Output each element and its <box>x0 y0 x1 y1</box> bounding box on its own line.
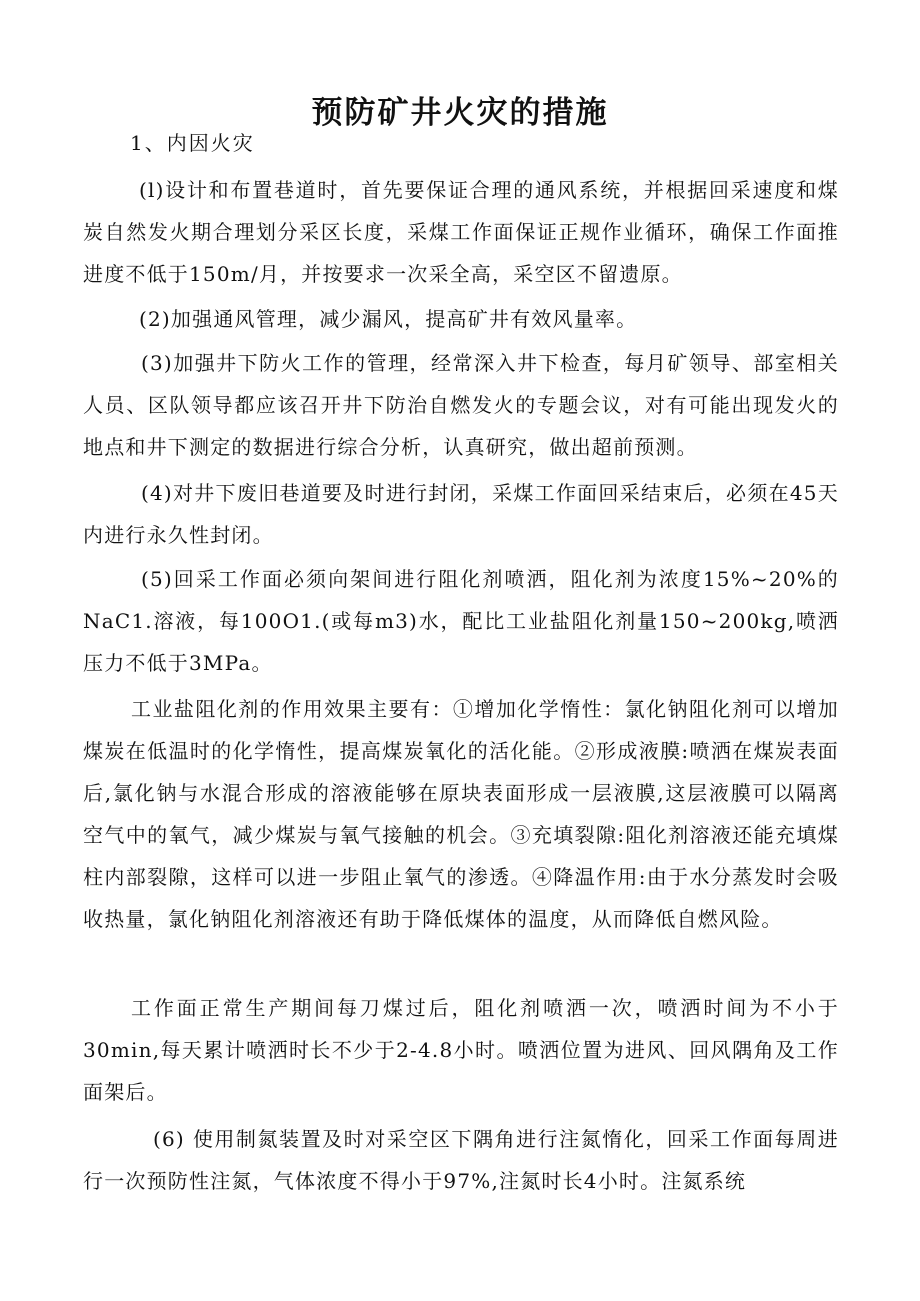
paragraph-4: (4)对井下废旧巷道要及时进行封闭，采煤工作面回采结束后，必须在45天内进行永久性封闭。 <box>83 481 839 547</box>
paragraph-7: 工作面正常生产期间每刀煤过后，阻化剂喷洒一次，喷洒时间为不小于30min,每天累计喷洒时长不少于2-4.8小时。喷洒位置为进风、回风隅角及工作面架后。 <box>83 996 839 1104</box>
paragraph-2: (2)加强通风管理，减少漏风，提高矿井有效风量率。 <box>139 307 638 331</box>
paragraph-8: (6) 使用制氮装置及时对采空区下隅角进行注氮惰化，回采工作面每周进行一次预防性注氮，气体浓度不得小于97%,注氮时长4小时。注氮系统 <box>83 1127 839 1193</box>
paragraph-5: (5)回采工作面必须向架间进行阻化剂喷洒，阻化剂为浓度15%~20%的NaC1.溶液，每100O1.(或每m3)水，配比工业盐阻化剂量150~200kg,喷洒压力不低于3MPa。 <box>83 567 839 675</box>
section-heading: 1、内因火灾 <box>130 131 255 155</box>
document-title: 预防矿井火灾的措施 <box>311 94 609 131</box>
paragraph-3: (3)加强井下防火工作的管理，经常深入井下检查，每月矿领导、部室相关人员、区队领导都应该召开井下防治自燃发火的专题会议，对有可能出现发火的地点和井下测定的数据进行综合分析，认真研究，做出超前预测。 <box>83 351 839 459</box>
paragraph-6: 工业盐阻化剂的作用效果主要有：①增加化学惰性：氯化钠阻化剂可以增加煤炭在低温时的化学惰性，提高煤炭氧化的活化能。②形成液膜:喷洒在煤炭表面后,氯化钠与水混合形成的溶液能够在原块表面形成一层液膜,这层液膜可以隔离空气中的氧气，减少煤炭与氧气接触的机会。③充填裂隙:阻化剂溶液还能充填煤柱内部裂隙，这样可以进一步阻止氧气的渗透。④降温作用:由于水分蒸发时会吸收热量，氯化钠阻化剂溶液还有助于降低煤体的温度，从而降低自燃风险。 <box>83 697 839 931</box>
paragraph-1: (l)设计和布置巷道时，首先要保证合理的通风系统，并根据回采速度和煤炭自然发火期合理划分采区长度，采煤工作面保证正规作业循环，确保工作面推进度不低于150m∕月，并按要求一次采全高，采空区不留遗原。 <box>83 178 839 286</box>
